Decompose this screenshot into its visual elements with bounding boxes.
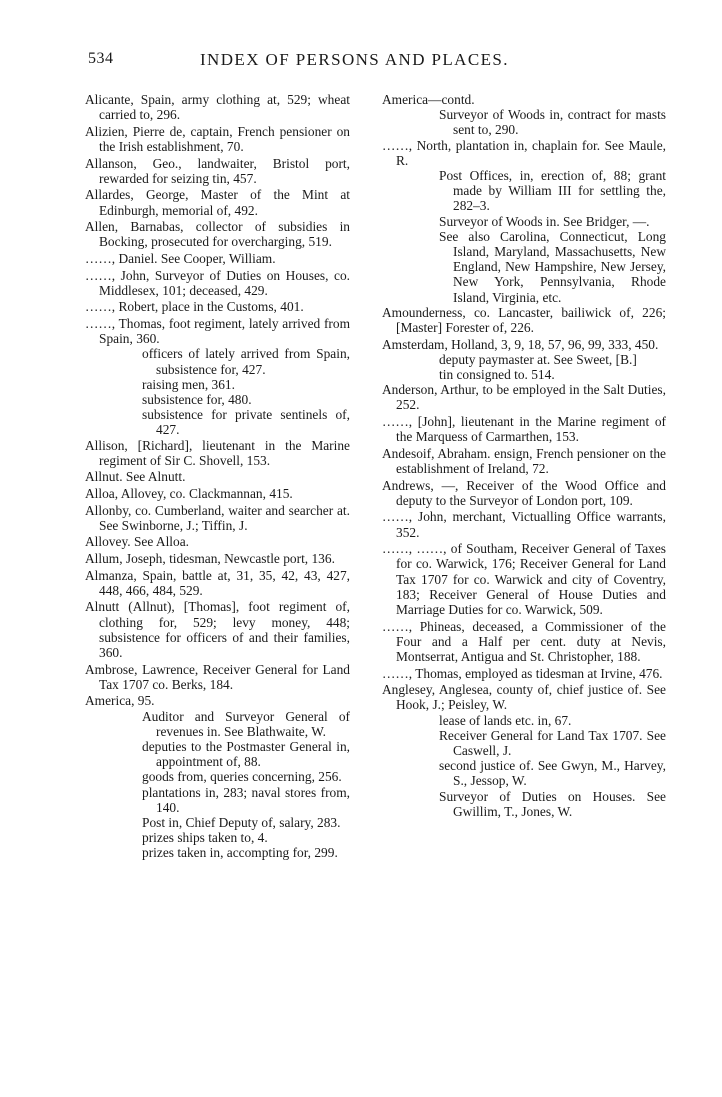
index-entry: Alnutt (Allnut), [Thomas], foot regiment of, clothing for, 529; levy money, 448; subsistence for officers of and their families, 360. <box>85 599 350 660</box>
index-entry: Allison, [Richard], lieutenant in the Marine regiment of Sir C. Shovell, 153. <box>85 437 350 468</box>
index-entry: Anglesey, Anglesea, county of, chief justice of. See Hook, J.; Peisley, W. <box>382 682 666 713</box>
index-subentry: Auditor and Surveyor General of revenues in. See Blathwaite, W. <box>142 708 350 739</box>
index-entry: ……, ……, of Southam, Receiver General of Taxes for co. Warwick, 176; Receiver General for Land Tax 1707 for co. Warwick and city of Coventry, 183; Receiver General of House Duties and Marriage Duties for co. Warwick, 509. <box>382 541 666 618</box>
index-entry: ……, Thomas, employed as tidesman at Irvine, 476. <box>382 665 663 681</box>
page-header <box>0 50 722 72</box>
index-subentry: Surveyor of Duties on Houses. See Gwillim, T., Jones, W. <box>439 788 666 819</box>
index-subentry: See also Carolina, Connecticut, Long Island, Maryland, Massachusetts, New England, New Hampshire, New Jersey, New York, Pennsylvania, Rhode Island, Virginia, etc. <box>439 228 666 305</box>
index-entry: ……, John, merchant, Victualling Office warrants, 352. <box>382 509 666 540</box>
index-entry: Alizien, Pierre de, captain, French pensioner on the Irish establishment, 70. <box>85 123 350 154</box>
index-subentry: second justice of. See Gwyn, M., Harvey, S., Jessop, W. <box>439 758 666 789</box>
index-entry: Andrews, —, Receiver of the Wood Office and deputy to the Surveyor of London port, 109. <box>382 477 666 508</box>
index-subentry: Receiver General for Land Tax 1707. See Caswell, J. <box>439 727 666 759</box>
index-entry: Allanson, Geo., landwaiter, Bristol port, rewarded for seizing tin, 457. <box>85 155 350 186</box>
index-entry: Almanza, Spain, battle at, 31, 35, 42, 43, 427, 448, 466, 484, 529. <box>85 567 350 598</box>
index-subentry: Post in, Chief Deputy of, salary, 283. <box>142 814 341 830</box>
index-subentry: goods from, queries concerning, 256. <box>142 769 342 785</box>
index-entry: Allum, Joseph, tidesman, Newcastle port, 136. <box>85 550 335 566</box>
index-entry: Ambrose, Lawrence, Receiver General for Land Tax 1707 co. Berks, 184. <box>85 661 350 692</box>
index-entry: Andesoif, Abraham. ensign, French pensioner on the establishment of Ireland, 72. <box>382 445 666 477</box>
index-entry: ……, Thomas, foot regiment, lately arrived from Spain, 360. <box>85 315 350 347</box>
index-entry: Alicante, Spain, army clothing at, 529; wheat carried to, 296. <box>85 92 350 123</box>
index-subentry: subsistence for private sentinels of, 427. <box>142 407 350 438</box>
index-subentry: Surveyor of Woods in, contract for masts sent to, 290. <box>439 107 666 138</box>
index-entry: ……, Robert, place in the Customs, 401. <box>85 299 304 315</box>
index-entry: Allnut. See Alnutt. <box>85 469 186 485</box>
index-entry: ……, [John], lieutenant in the Marine regiment of the Marquess of Carmarthen, 153. <box>382 414 666 445</box>
index-subentry: prizes taken in, accompting for, 299. <box>142 845 338 861</box>
index-subentry: tin consigned to. 514. <box>439 367 555 383</box>
index-entry: Amounderness, co. Lancaster, bailiwick of, 226; [Master] Forester of, 226. <box>382 304 666 336</box>
index-entry: Allen, Barnabas, collector of subsidies in Bocking, prosecuted for overcharging, 519. <box>85 219 350 250</box>
index-entry: Allardes, George, Master of the Mint at Edinburgh, memorial of, 492. <box>85 187 350 218</box>
index-subentry: Post Offices, in, erection of, 88; grant made by William III for settling the, 282–3. <box>439 168 666 214</box>
index-entry: Amsterdam, Holland, 3, 9, 18, 57, 96, 99, 333, 450. <box>382 336 659 352</box>
index-entry: Allovey. See Alloa. <box>85 534 190 550</box>
index-subentry: prizes ships taken to, 4. <box>142 830 268 846</box>
index-subentry: deputy paymaster at. See Sweet, [B.] <box>439 351 637 367</box>
index-subentry: deputies to the Postmaster General in, appointment of, 88. <box>142 738 350 770</box>
index-entry: America—contd. <box>382 92 475 107</box>
index-entry: America, 95. <box>85 693 155 709</box>
index-subentry: lease of lands etc. in, 67. <box>439 712 572 728</box>
index-subentry: plantations in, 283; naval stores from, 140. <box>142 784 350 815</box>
index-subentry: raising men, 361. <box>142 376 235 392</box>
index-entry: Alloa, Allovey, co. Clackmannan, 415. <box>85 485 293 501</box>
index-subentry: Surveyor of Woods in. See Bridger, —. <box>439 213 650 229</box>
index-subentry: officers of lately arrived from Spain, subsistence for, 427. <box>142 346 350 377</box>
page-number: 534 <box>88 50 114 67</box>
index-entry: Allonby, co. Cumberland, waiter and searcher at. See Swinborne, J.; Tiffin, J. <box>85 502 350 533</box>
index-entry: ……, Daniel. See Cooper, William. <box>85 250 276 266</box>
index-entry: ……, John, Surveyor of Duties on Houses, co. Middlesex, 101; deceased, 429. <box>85 267 350 298</box>
index-column-left <box>85 92 350 861</box>
index-entry: Anderson, Arthur, to be employed in the Salt Duties, 252. <box>382 382 666 413</box>
index-subentry: subsistence for, 480. <box>142 391 252 407</box>
index-entry: ……, Phineas, deceased, a Commissioner of the Four and a Half per cent. duty at Nevis, Montserrat, Antigua and St. Christopher, 188. <box>382 618 666 665</box>
running-head-title: INDEX OF PERSONS AND PLACES. <box>200 50 509 69</box>
index-column-right <box>382 92 666 819</box>
index-entry: ……, North, plantation in, chaplain for. See Maule, R. <box>382 137 666 168</box>
